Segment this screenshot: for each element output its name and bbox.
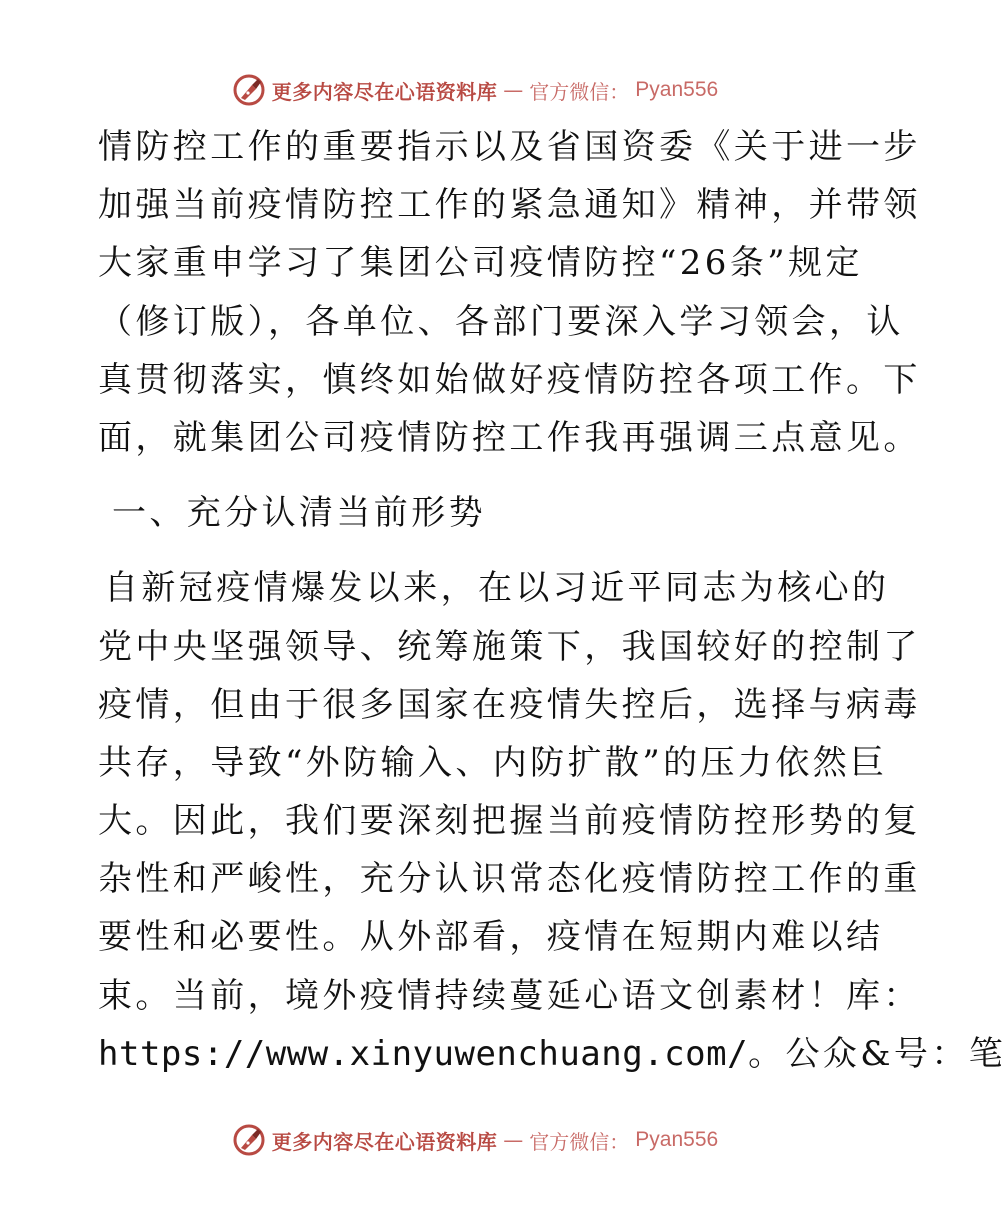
header-banner: [0, 70, 950, 110]
text-line: 党中央坚强领导、统筹施策下，我国较好的控制了: [98, 626, 921, 667]
source-url: https://www.xinyuwenchuang.com/: [98, 1033, 749, 1074]
text-line: 疫情，但由于很多国家在疫情失控后，选择与病毒: [98, 684, 921, 725]
text-line-url: [98, 1025, 1006, 1083]
text-line: 杂性和严峻性，充分认识常态化疫情防控工作的重: [98, 859, 921, 900]
text-line: 面，就集团公司疫情防控工作我再强调三点意见。: [98, 417, 921, 458]
banner-slogan: 更多内容尽在心语资料库: [271, 1129, 498, 1154]
pen-nib-logo-icon: [232, 73, 266, 107]
text-line: 共存，导致“外防输入、内防扩散”的压力依然巨: [98, 742, 888, 783]
text-line: 大家重申学习了集团公司疫情防控“26条”规定: [98, 243, 863, 284]
text-line: 大。因此，我们要深刻把握当前疫情防控形势的复: [98, 801, 921, 842]
banner-wechat-label: 官方微信：: [529, 79, 630, 104]
text-line: （修订版），各单位、各部门要深入学习领会，认: [98, 301, 904, 342]
text-line: 真贯彻落实，慎终如始做好疫情防控各项工作。下: [98, 359, 921, 400]
banner-wechat-label: 官方微信：: [529, 1129, 630, 1154]
banner-separator: —: [503, 78, 524, 102]
text-tail: 。公众&号：笔: [748, 1033, 1006, 1074]
document-body: [98, 118, 1006, 1083]
paragraph-situation: [98, 559, 1006, 1083]
banner-separator: —: [503, 1128, 524, 1152]
banner-wechat-id: Pyan556: [635, 1128, 719, 1151]
banner-wechat-id: Pyan556: [635, 78, 719, 101]
paragraph-intro: [98, 118, 921, 467]
text-line: 要性和必要性。从外部看，疫情在短期内难以结: [98, 917, 884, 958]
banner-slogan: 更多内容尽在心语资料库: [271, 79, 498, 104]
pen-nib-logo-icon: [232, 1123, 266, 1157]
footer-banner: [0, 1120, 950, 1160]
text-line: 束。当前，境外疫情持续蔓延心语文创素材！库：: [98, 975, 921, 1016]
text-line: 情防控工作的重要指示以及省国资委《关于进一步: [98, 127, 921, 167]
text-line: 加强当前疫情防控工作的紧急通知》精神，并带领: [98, 185, 921, 226]
text-line: 自新冠疫情爆发以来，在以习近平同志为核心的: [104, 568, 890, 609]
section-heading: 一、充分认清当前形势: [112, 493, 486, 534]
